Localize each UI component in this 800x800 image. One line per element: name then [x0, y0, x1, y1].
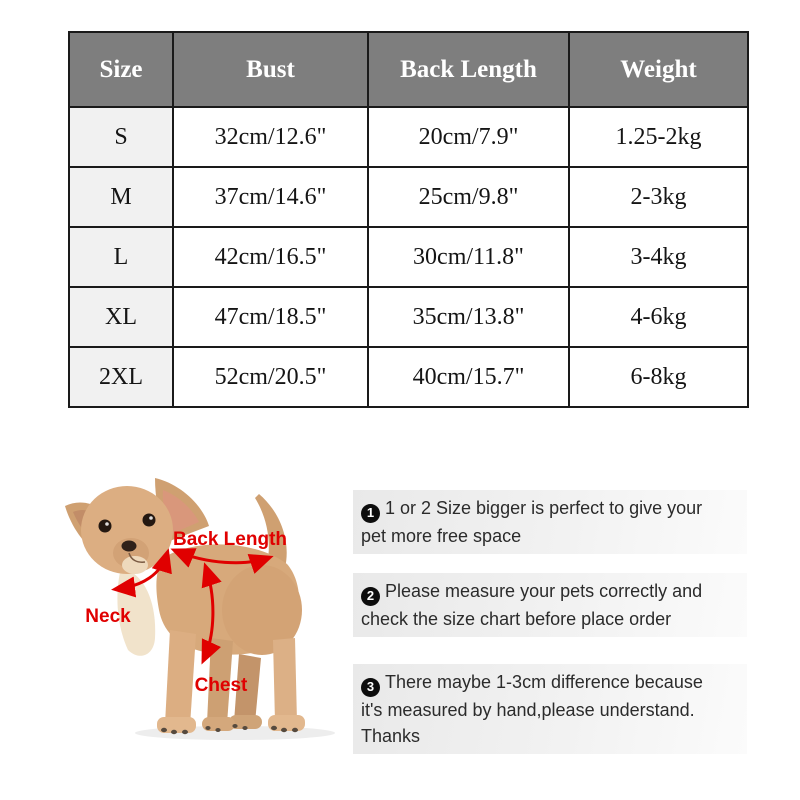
note-text: There maybe 1-3cm difference because	[385, 672, 703, 692]
dog-front-near-leg	[165, 630, 196, 726]
table-cell: 35cm/13.8"	[368, 287, 569, 347]
dog-rear-near-leg	[273, 638, 297, 722]
table-cell: 47cm/18.5"	[173, 287, 368, 347]
size-cell: XL	[69, 287, 173, 347]
size-row-xl	[69, 287, 748, 347]
note-line	[361, 697, 739, 723]
table-cell: 37cm/14.6"	[173, 167, 368, 227]
size-row-2xl	[69, 347, 748, 407]
table-cell: 52cm/20.5"	[173, 347, 368, 407]
note-1	[353, 490, 747, 554]
table-body	[69, 107, 748, 407]
dog-right-eye	[143, 514, 156, 527]
note-number-badge: 2	[361, 587, 380, 606]
dog-chin	[122, 556, 148, 574]
table-cell: 30cm/11.8"	[368, 227, 569, 287]
note-text: pet more free space	[361, 525, 522, 546]
chest-label: Chest	[194, 675, 248, 696]
note-number-badge: 3	[361, 678, 380, 697]
table-cell: 20cm/7.9"	[368, 107, 569, 167]
table-cell: 3-4kg	[569, 227, 748, 287]
column-header-bust: Bust	[173, 32, 368, 107]
table-cell: 1.25-2kg	[569, 107, 748, 167]
size-row-l	[69, 227, 748, 287]
table-cell: 2-3kg	[569, 167, 748, 227]
column-header-back-length: Back Length	[368, 32, 569, 107]
dog-left-eye	[99, 520, 112, 533]
table-cell: 32cm/12.6"	[173, 107, 368, 167]
size-row-m	[69, 167, 748, 227]
size-cell: S	[69, 107, 173, 167]
note-text: Thanks	[361, 725, 421, 746]
note-text: it's measured by hand,please understand.	[361, 699, 695, 720]
note-2	[353, 573, 747, 637]
column-header-weight: Weight	[569, 32, 748, 107]
dog-nose	[122, 541, 137, 552]
size-chart-table	[68, 31, 749, 408]
size-row-s	[69, 107, 748, 167]
table-header-row	[69, 32, 748, 107]
dog-measurement-diagram	[55, 460, 355, 760]
note-text: Please measure your pets correctly and	[385, 581, 703, 601]
table-cell: 25cm/9.8"	[368, 167, 569, 227]
note-text: check the size chart before place order	[361, 608, 672, 629]
neck-label: Neck	[85, 606, 131, 627]
note-line	[361, 669, 739, 697]
back-length-label: Back Length	[172, 529, 288, 550]
size-cell: L	[69, 227, 173, 287]
note-3	[353, 664, 747, 754]
note-line	[361, 523, 739, 549]
table-cell: 6-8kg	[569, 347, 748, 407]
note-text: 1 or 2 Size bigger is perfect to give your	[385, 498, 703, 518]
note-line	[361, 723, 739, 749]
size-cell: M	[69, 167, 173, 227]
table-cell: 42cm/16.5"	[173, 227, 368, 287]
table-cell: 40cm/15.7"	[368, 347, 569, 407]
note-line	[361, 606, 739, 632]
note-line	[361, 495, 739, 523]
note-line	[361, 578, 739, 606]
column-header-size: Size	[69, 32, 173, 107]
note-number-badge: 1	[361, 504, 380, 523]
size-cell: 2XL	[69, 347, 173, 407]
table-cell: 4-6kg	[569, 287, 748, 347]
